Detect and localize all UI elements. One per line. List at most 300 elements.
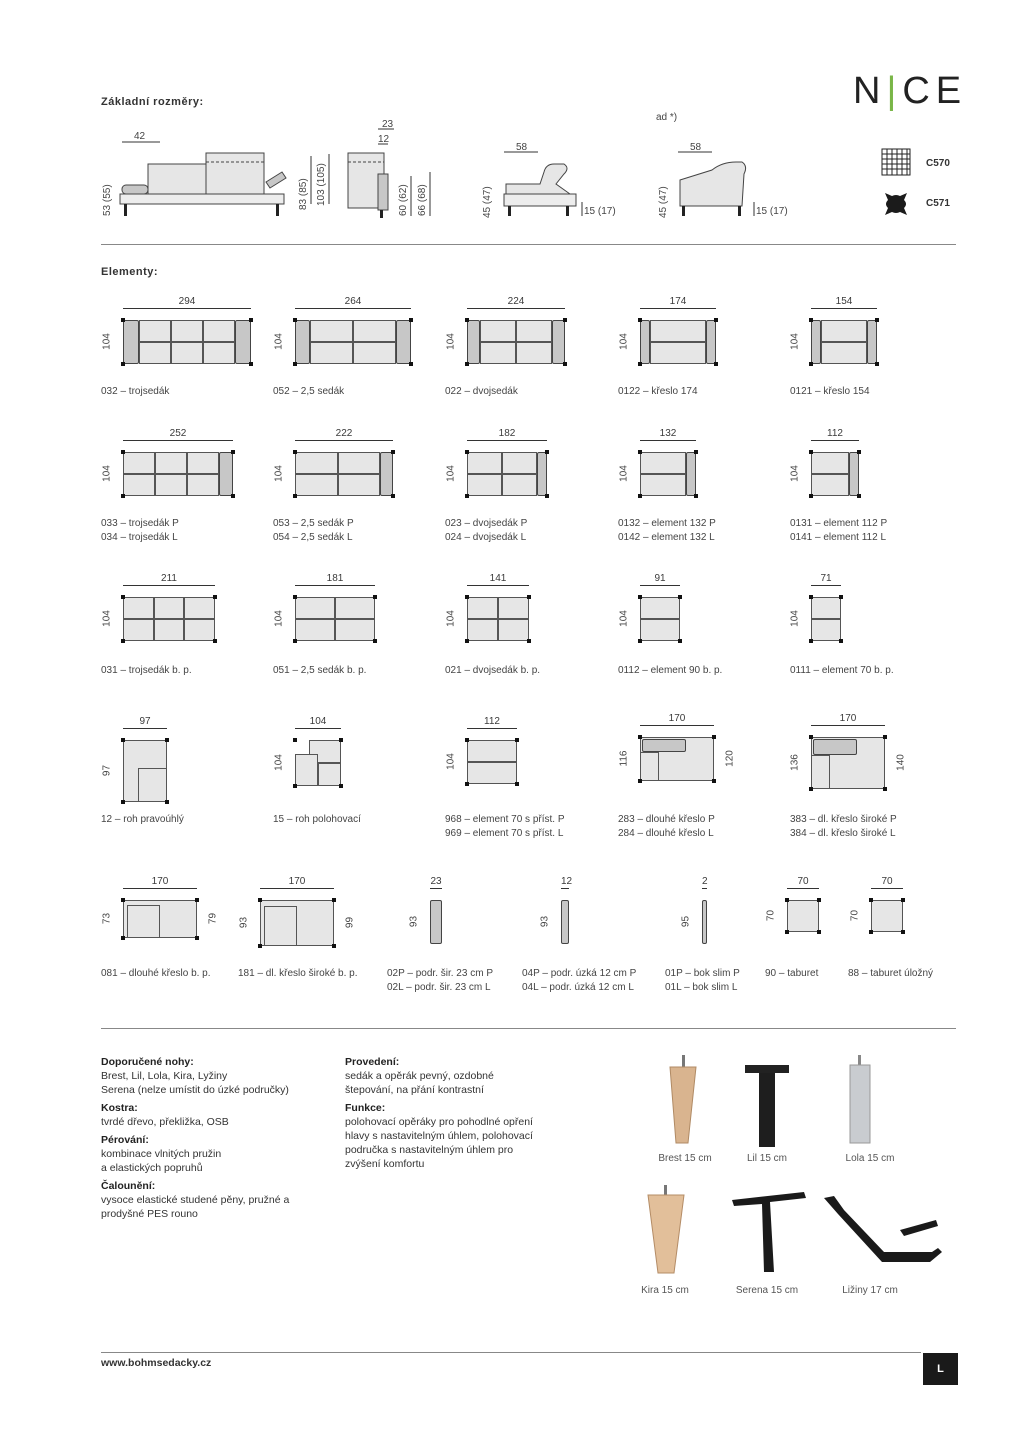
leg-marker — [817, 898, 821, 902]
seat-cushion — [295, 474, 338, 496]
caption-line: 031 – trojsedák b. p. — [101, 665, 192, 676]
width-line — [467, 585, 529, 586]
caption-line: 051 – 2,5 sedák b. p. — [273, 665, 367, 676]
leg-marker — [121, 738, 125, 742]
leg-marker — [839, 595, 843, 599]
width-label: 154 — [835, 296, 853, 307]
leg-marker — [391, 450, 395, 454]
element-drawing — [101, 296, 251, 364]
spec-block: Čalounění: vysoce elastické studené pěny, pružné a prodyšné PES rouno — [101, 1180, 290, 1220]
element-drawing — [849, 876, 903, 932]
height-label-right: 140 — [895, 754, 907, 771]
width-line — [260, 888, 334, 889]
width-label: 141 — [489, 573, 507, 584]
element-body — [811, 452, 859, 496]
width-label: 252 — [169, 428, 187, 439]
seat-cushion — [310, 320, 353, 342]
armrest — [702, 900, 707, 944]
width-label: 181 — [326, 573, 344, 584]
svg-text:15 (17): 15 (17) — [756, 206, 788, 217]
leg-marker — [809, 639, 813, 643]
width-label: 170 — [151, 876, 169, 887]
seat-cushion — [171, 320, 203, 342]
element-drawing — [273, 573, 375, 641]
svg-text:45 (47): 45 (47) — [482, 186, 493, 218]
element-caption — [273, 664, 366, 678]
seat-cushion — [203, 320, 235, 342]
armrest — [537, 452, 547, 496]
leg-marker — [515, 782, 519, 786]
leg-marker — [121, 898, 125, 902]
caption-line: 181 – dl. křeslo široké b. p. — [238, 968, 358, 979]
width-line — [811, 725, 885, 726]
element-body — [467, 597, 529, 641]
width-label: 224 — [507, 296, 525, 307]
armrest — [430, 900, 442, 944]
seat-cushion — [295, 452, 338, 474]
leg-marker — [714, 318, 718, 322]
width-label: 174 — [669, 296, 687, 307]
element-caption — [790, 517, 887, 545]
leg-marker — [293, 450, 297, 454]
caption-line: 022 – dvojsedák — [445, 386, 518, 397]
leg-marker — [373, 639, 377, 643]
divider — [101, 1028, 956, 1029]
svg-text:53 (55): 53 (55) — [102, 184, 113, 216]
element-drawing — [101, 428, 233, 496]
height-label: 104 — [789, 610, 801, 627]
element-body — [640, 320, 716, 364]
wooden-leg-icon — [650, 1055, 720, 1155]
leg-marker — [809, 787, 813, 791]
element-drawing — [445, 428, 547, 496]
seat-cushion — [295, 597, 335, 619]
caption-line: 054 – 2,5 sedák L — [273, 532, 353, 543]
element-body — [295, 597, 375, 641]
caption-line: 0132 – element 132 P — [618, 518, 716, 529]
height-label: 104 — [273, 610, 285, 627]
leg-marker — [883, 787, 887, 791]
element-caption — [445, 813, 565, 841]
seat-cushion — [467, 452, 502, 474]
seat-cushion — [650, 320, 706, 342]
leg-marker — [809, 735, 813, 739]
height-label: 104 — [789, 333, 801, 350]
leg-marker — [465, 738, 469, 742]
seat-cushion — [640, 752, 659, 781]
seat-cushion — [318, 763, 341, 786]
leg-marker — [638, 779, 642, 783]
seat-cushion — [295, 754, 318, 786]
caption-line: 383 – dl. křeslo široké P — [790, 814, 897, 825]
element-body — [561, 900, 569, 944]
armrest — [561, 900, 569, 944]
material-code: C570 — [926, 158, 950, 169]
leg-marker — [465, 782, 469, 786]
leg-marker — [165, 800, 169, 804]
element-caption — [238, 967, 358, 981]
height-label: 93 — [408, 915, 420, 928]
width-label: 264 — [344, 296, 362, 307]
element-caption — [618, 813, 715, 841]
element-drawing — [101, 573, 215, 641]
width-line — [640, 308, 716, 309]
leg-marker — [638, 362, 642, 366]
element-caption — [790, 813, 897, 841]
elements-title: Elementy: — [101, 266, 159, 278]
leg-marker — [373, 595, 377, 599]
height-label: 104 — [273, 333, 285, 350]
armrest — [552, 320, 565, 364]
caption-line: 0111 – element 70 b. p. — [790, 665, 894, 676]
seat-cushion — [498, 597, 529, 619]
leg-marker — [332, 898, 336, 902]
width-line — [811, 440, 859, 441]
element-caption — [848, 967, 933, 981]
element-caption — [101, 385, 169, 399]
leg-marker — [712, 735, 716, 739]
leg-marker — [121, 362, 125, 366]
leg-marker — [465, 595, 469, 599]
width-line — [123, 308, 251, 309]
brand-logo: N|CE — [853, 70, 968, 112]
leg-marker — [638, 494, 642, 498]
page-badge: L — [923, 1353, 958, 1385]
seat-cushion — [811, 597, 841, 619]
width-line — [811, 308, 877, 309]
width-line — [871, 888, 903, 889]
element-caption — [790, 664, 894, 678]
element-drawing — [789, 713, 907, 789]
width-label: 132 — [659, 428, 677, 439]
caption-line: 053 – 2,5 sedák P — [273, 518, 354, 529]
element-body — [702, 900, 707, 944]
element-caption — [273, 517, 354, 545]
width-label: 170 — [668, 713, 686, 724]
leg-marker — [809, 318, 813, 322]
width-label: 104 — [309, 716, 327, 727]
leg-marker — [901, 898, 905, 902]
caption-line: 969 – element 70 s příst. L — [445, 828, 564, 839]
seat-cushion — [139, 342, 171, 364]
height-label: 104 — [273, 754, 285, 771]
leg-marker — [409, 362, 413, 366]
height-label: 116 — [618, 750, 630, 767]
leg-marker — [883, 735, 887, 739]
leg-marker — [869, 898, 873, 902]
armrest — [849, 452, 859, 496]
spec-block: Doporučené nohy: Brest, Lil, Lola, Kira, Lyžiny Serena (nelze umístit do úzké područky) — [101, 1056, 289, 1096]
specs-left — [101, 1055, 341, 1221]
leg-marker — [409, 318, 413, 322]
seat-cushion — [811, 452, 849, 474]
seat-cushion — [187, 452, 219, 474]
element-caption — [273, 813, 361, 827]
seat-cushion — [155, 452, 187, 474]
element-caption — [522, 967, 636, 995]
leg-marker — [712, 779, 716, 783]
leg-marker — [515, 738, 519, 742]
seat-cushion — [338, 452, 381, 474]
caption-line: 033 – trojsedák P — [101, 518, 179, 529]
height-label: 95 — [680, 915, 692, 928]
armrest — [219, 452, 233, 496]
seat-cushion — [127, 905, 160, 938]
armrest — [867, 320, 877, 364]
seat-cushion — [640, 452, 686, 474]
element-body — [123, 900, 197, 938]
armrest — [380, 452, 393, 496]
caption-line: 283 – dlouhé křeslo P — [618, 814, 715, 825]
element-drawing — [273, 716, 341, 786]
svg-text:15 (17): 15 (17) — [584, 206, 616, 217]
leg-marker — [875, 362, 879, 366]
leg-marker — [857, 494, 861, 498]
width-label: 170 — [288, 876, 306, 887]
leg-marker — [249, 318, 253, 322]
leg-marker — [213, 595, 217, 599]
svg-text:12: 12 — [378, 134, 390, 145]
element-drawing — [445, 296, 565, 364]
element-drawing — [789, 428, 859, 496]
element-body — [123, 740, 167, 802]
seat-cushion — [502, 452, 537, 474]
leg-marker — [258, 944, 262, 948]
seat-cushion — [123, 619, 154, 641]
caption-line: 02L – podr. šir. 23 cm L — [387, 982, 491, 993]
leg-marker — [121, 595, 125, 599]
leg-marker — [809, 494, 813, 498]
element-body — [871, 900, 903, 932]
width-line — [123, 728, 167, 729]
seat-cushion — [123, 452, 155, 474]
height-label: 104 — [618, 465, 630, 482]
divider — [101, 244, 956, 245]
width-label: 2 — [702, 876, 708, 887]
svg-text:83 (85): 83 (85) — [298, 178, 309, 210]
width-label: 222 — [335, 428, 353, 439]
caption-line: 04P – podr. úzká 12 cm P — [522, 968, 637, 979]
leg-marker — [465, 494, 469, 498]
height-label: 70 — [765, 909, 777, 922]
element-caption — [101, 967, 211, 981]
width-line — [640, 585, 680, 586]
spec-block: Provedení: sedák a opěrák pevný, ozdobné štepování, na přání kontrastní — [345, 1056, 494, 1096]
armrest — [813, 739, 857, 755]
seat-cushion — [467, 474, 502, 496]
element-body — [123, 320, 251, 364]
element-caption — [445, 517, 527, 545]
seat-cushion — [467, 597, 498, 619]
width-label: 112 — [484, 716, 500, 727]
caption-line: 034 – trojsedák L — [101, 532, 178, 543]
leg-marker — [231, 494, 235, 498]
leg-marker — [465, 362, 469, 366]
element-caption — [101, 664, 192, 678]
height-label: 136 — [789, 754, 801, 771]
element-drawing — [238, 876, 356, 946]
specs-right — [345, 1055, 585, 1171]
leg-marker — [875, 318, 879, 322]
element-caption — [445, 385, 518, 399]
seat-cushion — [310, 342, 353, 364]
seat-cushion — [187, 474, 219, 496]
element-drawing — [618, 428, 696, 496]
caption-line: 90 – taburet — [765, 968, 819, 979]
armrest — [811, 320, 821, 364]
leg-marker — [121, 936, 125, 940]
seat-cushion — [640, 619, 680, 641]
leg-marker — [563, 362, 567, 366]
element-caption — [790, 385, 870, 399]
seat-cushion — [123, 597, 154, 619]
caption-line: 01L – bok slim L — [665, 982, 738, 993]
element-caption — [273, 385, 344, 399]
svg-text:66 (68): 66 (68) — [417, 184, 428, 216]
svg-text:60 (62): 60 (62) — [398, 184, 409, 216]
width-label: 12 — [561, 876, 573, 887]
seat-cushion — [467, 740, 517, 762]
height-label: 93 — [539, 915, 551, 928]
material-code: C571 — [926, 198, 950, 209]
height-label: 104 — [101, 465, 113, 482]
element-drawing — [273, 428, 393, 496]
caption-line: 0142 – element 132 L — [618, 532, 715, 543]
height-label: 104 — [101, 333, 113, 350]
element-body — [295, 320, 411, 364]
element-caption — [765, 967, 818, 981]
divider — [101, 1352, 921, 1353]
leg-marker — [121, 800, 125, 804]
leg-marker — [857, 450, 861, 454]
leg-marker — [901, 930, 905, 934]
seat-cushion — [480, 342, 516, 364]
element-drawing — [445, 573, 529, 641]
leg-marker — [785, 898, 789, 902]
seat-cushion — [203, 342, 235, 364]
seat-cushion — [811, 474, 849, 496]
leg-marker — [678, 639, 682, 643]
caption-line: 968 – element 70 s příst. P — [445, 814, 565, 825]
leg-marker — [121, 494, 125, 498]
svg-text:23: 23 — [382, 119, 394, 130]
width-line — [123, 440, 233, 441]
armrest — [396, 320, 411, 364]
leg-label: Kira 15 cm — [641, 1285, 689, 1296]
spec-block: Kostra: tvrdé dřevo, překližka, OSB — [101, 1102, 229, 1128]
seat-cushion — [353, 320, 396, 342]
height-label: 73 — [101, 912, 113, 925]
seat-cushion — [640, 474, 686, 496]
leg-marker — [121, 639, 125, 643]
element-caption — [387, 967, 493, 995]
caption-line: 384 – dl. křeslo široké L — [790, 828, 896, 839]
seat-cushion — [154, 597, 185, 619]
width-label: 23 — [430, 876, 442, 887]
leg-marker — [809, 362, 813, 366]
leg-marker — [817, 930, 821, 934]
seat-cushion — [821, 320, 867, 342]
seat-cushion — [498, 619, 529, 641]
svg-text:58: 58 — [690, 142, 702, 153]
element-drawing — [101, 716, 167, 802]
element-drawing — [618, 296, 716, 364]
width-label: 112 — [827, 428, 843, 439]
width-line — [787, 888, 819, 889]
leg-marker — [694, 494, 698, 498]
seat-cushion — [353, 342, 396, 364]
caption-line: 0112 – element 90 b. p. — [618, 665, 723, 676]
caption-line: 024 – dvojsedák L — [445, 532, 527, 543]
caption-line: 052 – 2,5 sedák — [273, 386, 345, 397]
caption-line: 02P – podr. šir. 23 cm P — [387, 968, 493, 979]
leg-marker — [391, 494, 395, 498]
element-drawing — [539, 876, 573, 944]
height-label-right: 120 — [724, 750, 736, 767]
seat-cushion — [811, 755, 830, 789]
width-line — [295, 728, 341, 729]
armrest — [295, 320, 310, 364]
footer-url[interactable]: www.bohmsedacky.cz — [101, 1357, 212, 1369]
width-line — [467, 440, 547, 441]
width-line — [430, 888, 442, 889]
leg-marker — [339, 738, 343, 742]
element-caption — [665, 967, 740, 995]
seat-cushion — [467, 619, 498, 641]
leg-marker — [121, 318, 125, 322]
seat-cushion — [516, 342, 552, 364]
svg-text:45 (47): 45 (47) — [658, 186, 669, 218]
leg-marker — [869, 930, 873, 934]
width-line — [467, 728, 517, 729]
leg-marker — [638, 450, 642, 454]
svg-text:ad *): ad *) — [656, 112, 678, 123]
element-drawing — [618, 713, 736, 781]
leg-marker — [465, 639, 469, 643]
caption-line: 88 – taburet úložný — [848, 968, 934, 979]
seat-cushion — [184, 597, 215, 619]
leg-marker — [563, 318, 567, 322]
element-drawing — [789, 296, 877, 364]
element-drawing — [789, 573, 841, 641]
element-body — [467, 320, 565, 364]
caption-line: 0131 – element 112 P — [790, 518, 888, 529]
width-line — [123, 585, 215, 586]
width-label: 211 — [161, 573, 177, 584]
seat-cushion — [184, 619, 215, 641]
height-label: 104 — [618, 333, 630, 350]
leg-marker — [293, 738, 297, 742]
leg-marker — [293, 494, 297, 498]
element-body — [787, 900, 819, 932]
height-label-right: 79 — [207, 912, 219, 925]
element-body — [295, 740, 341, 786]
seat-cushion — [295, 619, 335, 641]
width-label: 70 — [881, 876, 893, 887]
leg-label: Brest 15 cm — [658, 1153, 712, 1164]
leg-marker — [293, 784, 297, 788]
armrest — [123, 320, 139, 364]
leg-marker — [465, 318, 469, 322]
armrest — [467, 320, 480, 364]
seat-cushion — [171, 342, 203, 364]
leg-marker — [293, 595, 297, 599]
seat-cushion — [821, 342, 867, 364]
leg-label: Lola 15 cm — [845, 1153, 895, 1164]
caption-line: 081 – dlouhé křeslo b. p. — [101, 968, 211, 979]
leather-icon — [881, 190, 911, 223]
height-label: 104 — [101, 610, 113, 627]
